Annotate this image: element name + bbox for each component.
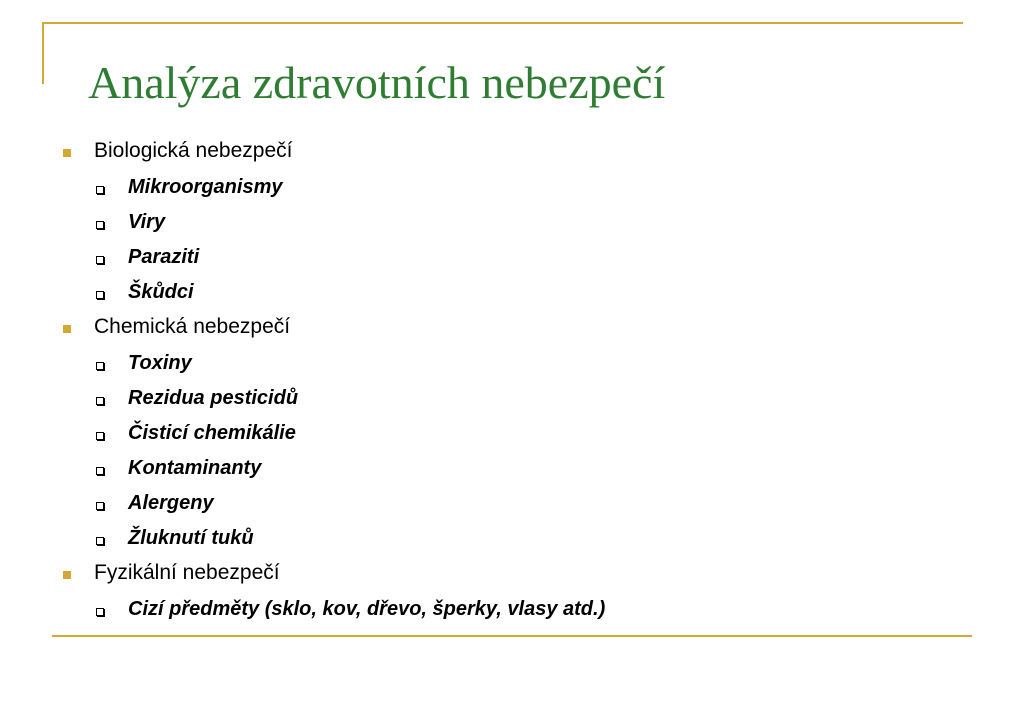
hollow-square-icon	[96, 502, 104, 510]
list-item-label: Mikroorganismy	[128, 176, 283, 198]
left-rule	[42, 22, 44, 84]
slide-title: Analýza zdravotních nebezpečí	[88, 57, 666, 108]
list-item-label: Alergeny	[128, 492, 214, 514]
list-item-level2	[58, 242, 958, 277]
list-item-level2	[58, 488, 958, 523]
list-item-level2	[58, 172, 958, 207]
filled-square-icon	[63, 325, 71, 333]
list-item-label: Čisticí chemikálie	[128, 422, 296, 444]
list-item-label: Cizí předměty (sklo, kov, dřevo, šperky, vlasy atd.)	[128, 598, 606, 620]
hollow-square-icon	[96, 432, 104, 440]
list-item-label: Toxiny	[128, 352, 192, 374]
top-rule	[42, 22, 963, 24]
filled-square-icon	[63, 571, 71, 579]
section-heading: Fyzikální nebezpečí	[94, 561, 280, 584]
hollow-square-icon	[96, 537, 104, 545]
list-item-label: Kontaminanty	[128, 457, 262, 479]
list-item-level2	[58, 277, 958, 312]
list-item-level1	[58, 136, 958, 172]
list-item-label: Viry	[128, 211, 166, 233]
list-item-level2	[58, 594, 958, 629]
hollow-square-icon	[96, 186, 104, 194]
hollow-square-icon	[96, 467, 104, 475]
list-item-label: Žluknutí tuků	[128, 527, 254, 549]
hollow-square-icon	[96, 397, 104, 405]
list-item-label: Paraziti	[128, 246, 200, 268]
filled-square-icon	[63, 149, 71, 157]
list-item-level1	[58, 558, 958, 594]
section-heading: Biologická nebezpečí	[94, 139, 293, 162]
hollow-square-icon	[96, 291, 104, 299]
list-item-level2	[58, 207, 958, 242]
hollow-square-icon	[96, 221, 104, 229]
hollow-square-icon	[96, 608, 104, 616]
list-item-label: Rezidua pesticidů	[128, 387, 299, 409]
section-heading: Chemická nebezpečí	[94, 315, 291, 338]
hollow-square-icon	[96, 256, 104, 264]
bullet-list	[58, 136, 958, 629]
list-item-level1	[58, 312, 958, 348]
list-item-level2	[58, 453, 958, 488]
list-item-level2	[58, 523, 958, 558]
list-item-level2	[58, 418, 958, 453]
list-item-level2	[58, 348, 958, 383]
hollow-square-icon	[96, 362, 104, 370]
list-item-level2	[58, 383, 958, 418]
list-item-label: Škůdci	[128, 281, 194, 303]
bottom-rule	[52, 635, 972, 637]
